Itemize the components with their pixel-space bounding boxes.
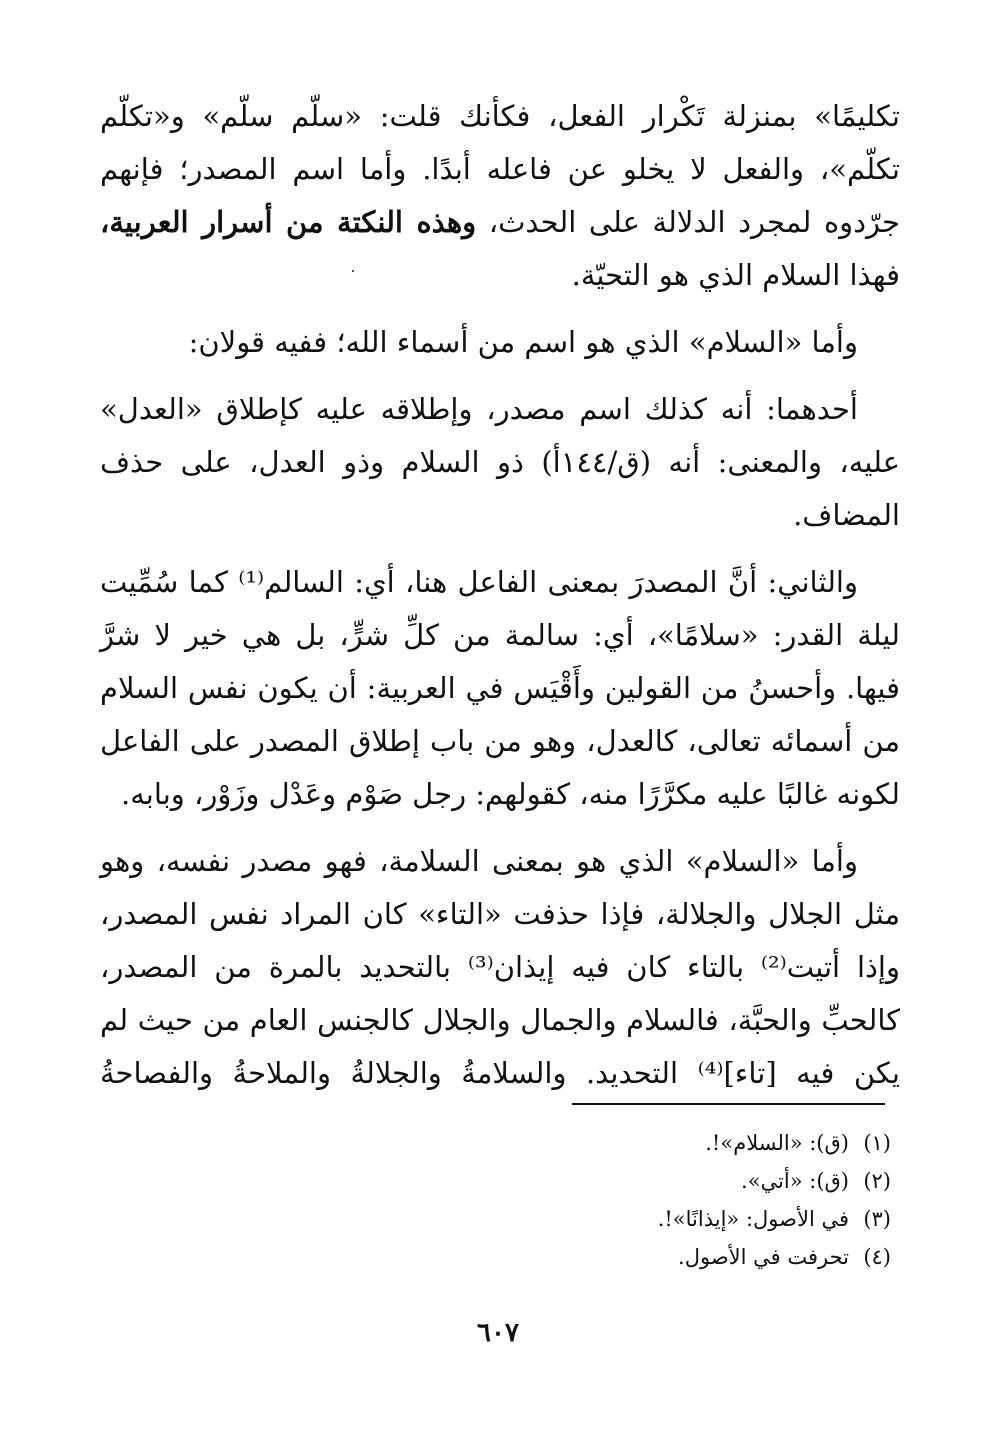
footnote-2	[391, 1162, 891, 1200]
paragraph-1-bold: وهذه النكتة من أسرار العربية،	[100, 205, 477, 239]
footnote-4	[391, 1238, 891, 1276]
footnote-number: (٣)	[863, 1207, 891, 1231]
paragraph-3: أحدهما: أنه كذلك اسم مصدر، وإطلاقه عليه كإطلاق «العدل» عليه، والمعنى: أنه (ق/١٤٤أ) ذو السلام وذو العدل، على حذف المضاف.	[100, 392, 900, 532]
paragraph-2: وأما «السلام» الذي هو اسم من أسماء الله؛ ففيه قولان:	[188, 325, 858, 359]
paragraph-1	[100, 90, 900, 302]
paragraph-4: والثاني: أنَّ المصدرَ بمعنى الفاعل هنا، أي: السالم⁽¹⁾ كما سُمِّيت ليلة القدر: «سلامًا»، أي: سالمة من كلِّ شرٍّ، بل هي خير لا شرَّ فيها. وأحسنُ من القولين وأَقْيَس في العربية: أن يكون نفس السلام من أسمائه تعالى، كالعدل، وهو من باب إطلاق المصدر على الفاعل لكونه غالبًا عليه مكرَّرًا منه، كقولهم: رجل صَوْم وعَدْل وزَوْر، وبابه.	[100, 565, 900, 811]
footnote-text: في الأصول: «إيذانًا»!.	[657, 1207, 849, 1231]
footnote-text: (ق): «أتي».	[741, 1169, 849, 1193]
paragraph-1-text-b: فهذا السلام الذي هو التحيّة.	[571, 258, 900, 292]
paragraph-5: وأما «السلام» الذي هو بمعنى السلامة، فهو مصدر نفسه، وهو مثل الجلال والجلالة، فإذا حذفت «التاء» كان المراد نفس المصدر، وإذا أتيت⁽²⁾ بالتاء كان فيه إيذان⁽³⁾ بالتحديد بالمرة من المصدر، كالحبِّ والحبَّة، فالسلام والجمال والجلال كالجنس العام من حيث لم يكن فيه [تاء]⁽⁴⁾ التحديد. والسلامةُ والجلالةُ والملاحةُ والفصاحةُ	[100, 844, 900, 1090]
footnote-1	[391, 1124, 891, 1162]
footnotes	[391, 1124, 891, 1276]
footnote-text: (ق): «السلام»!.	[705, 1131, 849, 1155]
main-text	[100, 90, 900, 1100]
footnote-text: تحرفت في الأصول.	[678, 1245, 849, 1269]
page-number: ٦٠٧	[477, 1318, 519, 1348]
footnote-number: (١)	[863, 1131, 891, 1155]
footnote-3	[391, 1200, 891, 1238]
stray-dot	[352, 270, 354, 272]
footnote-number: (٢)	[863, 1169, 891, 1193]
footnote-separator	[572, 1103, 885, 1105]
paragraph-1-text-a: تكليمًا» بمنزلة تَكْرار الفعل، فكأنك قلت: «سلّم سلّم» و«تكلّم تكلّم»، والفعل لا يخلو عن فاعله أبدًا. وأما اسم المصدر؛ فإنهم جرّدوه لمجرد الدلالة على الحدث،	[100, 99, 900, 239]
footnote-number: (٤)	[863, 1245, 891, 1269]
